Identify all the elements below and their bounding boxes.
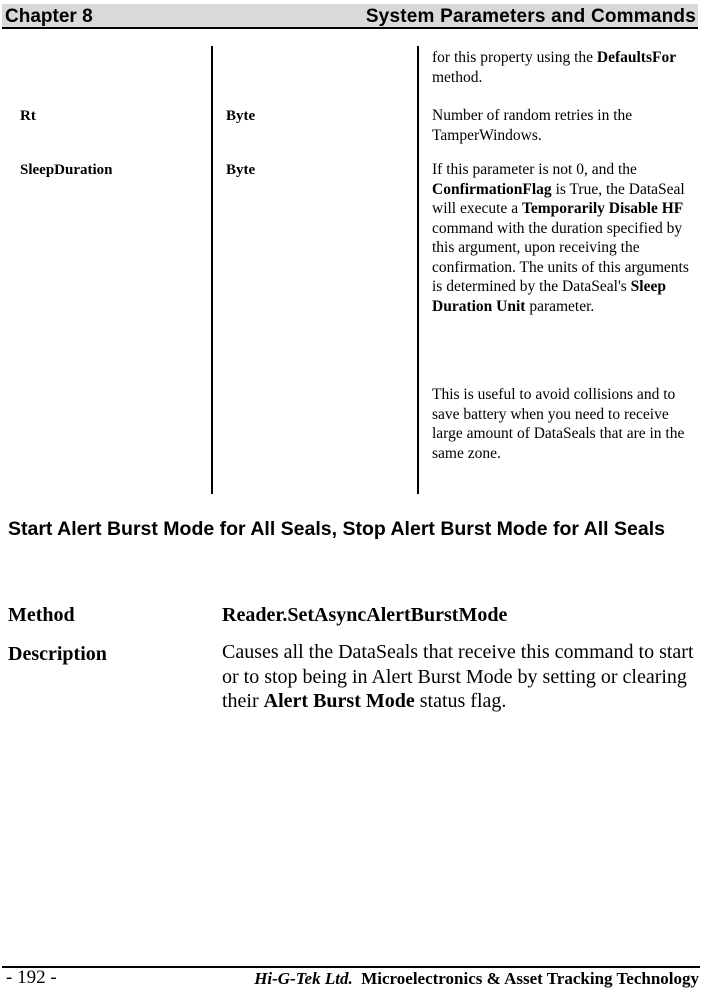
table-column-divider-left bbox=[211, 46, 213, 494]
defaultsfor-method: DefaultsFor bbox=[596, 49, 677, 66]
company-name: Hi-G-Tek Ltd. bbox=[254, 969, 353, 988]
continued-description: for this property using the DefaultsFor method. bbox=[432, 49, 677, 86]
section-heading: Start Alert Burst Mode for All Seals, Stop Alert Burst Mode for All Seals bbox=[8, 518, 665, 540]
param-name-sleepduration: SleepDuration bbox=[20, 162, 113, 178]
param-desc-sleepduration-note: This is useful to avoid collisions and to save battery when you need to receive large amount of DataSeals that are in the same zone. bbox=[432, 386, 685, 462]
param-desc-rt: Number of random retries in the TamperWindows. bbox=[432, 107, 633, 144]
page-number: - 192 - bbox=[6, 967, 57, 988]
method-label: Method bbox=[8, 604, 75, 626]
chapter-title: System Parameters and Commands bbox=[365, 6, 696, 27]
company-tagline: Microelectronics & Asset Tracking Technology bbox=[361, 969, 699, 988]
table-column-divider-right bbox=[417, 46, 419, 494]
param-name-rt: Rt bbox=[20, 108, 36, 124]
footer-brand bbox=[254, 969, 699, 989]
method-value: Reader.SetAsyncAlertBurstMode bbox=[222, 604, 508, 626]
footer-rule bbox=[2, 966, 700, 968]
description-label: Description bbox=[8, 643, 107, 665]
description-value: Causes all the DataSeals that receive this command to start or to stop being in Alert Burst Mode by setting or clearing their Alert Burst Mode status flag. bbox=[222, 641, 694, 712]
chapter-label: Chapter 8 bbox=[5, 6, 93, 27]
page-header bbox=[2, 4, 698, 29]
alert-burst-mode-flag: Alert Burst Mode bbox=[263, 690, 415, 712]
param-type-rt: Byte bbox=[226, 108, 256, 124]
param-desc-sleepduration: If this parameter is not 0, and the ConfirmationFlag is True, the DataSeal will execute a Temporarily Disable HF command with the duration specified by this argument, upon receiving the confirmation. The units of this arguments is determined by the DataSeal's Sleep Duration Unit parameter. bbox=[432, 161, 689, 315]
param-type-sleepduration: Byte bbox=[226, 162, 256, 178]
